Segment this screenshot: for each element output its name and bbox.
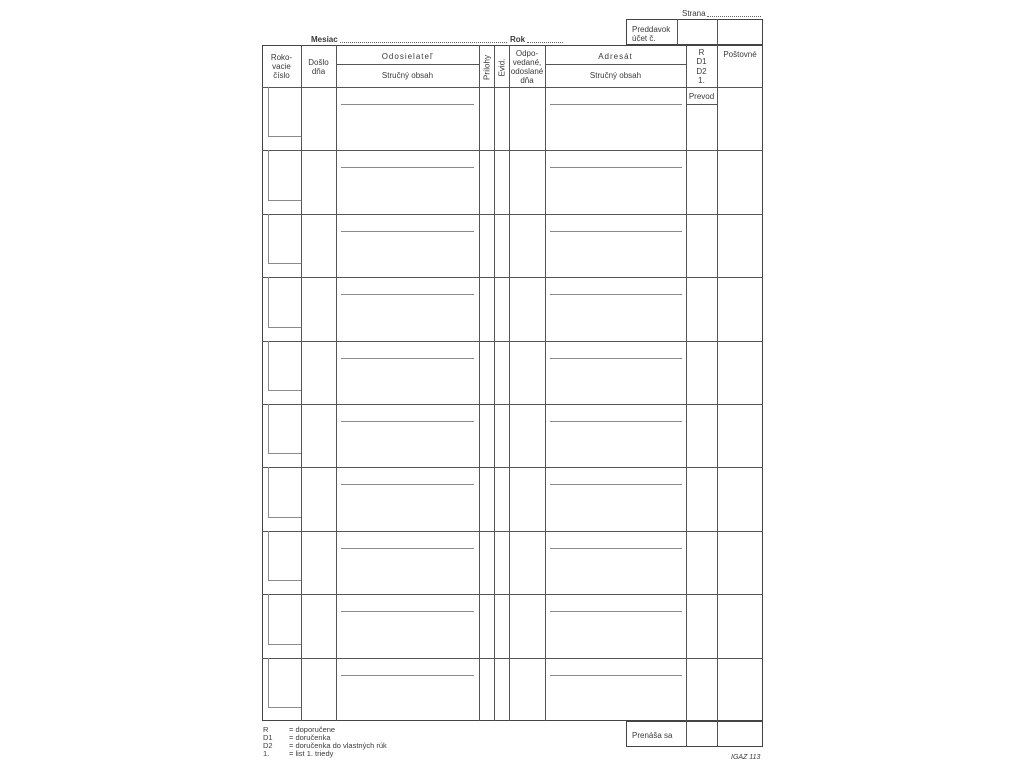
legend-item-d1: D1 = doručenka: [263, 733, 331, 742]
preddavok-label-2: účet č.: [632, 34, 656, 43]
legend-item-d2: D2 = doručenka do vlastných rúk: [263, 741, 387, 750]
prevod-label: Prevod: [688, 92, 715, 101]
prenasa-label: Prenáša sa: [632, 731, 673, 740]
legend-item-r: R = doporučene: [263, 725, 336, 734]
col-strucny-obsah-2: Stručný obsah: [589, 71, 642, 80]
col-d1: D1: [696, 57, 707, 66]
col-one: 1.: [698, 76, 705, 85]
col-doslo-l1: Došlo: [308, 58, 329, 67]
mesiac-field[interactable]: [340, 42, 507, 43]
col-evid: Evid.: [497, 58, 507, 77]
col-postovne: Poštovné: [723, 50, 757, 59]
col-r: R: [698, 48, 705, 57]
prenasa-divider-2: [717, 721, 718, 747]
rok-field[interactable]: [527, 42, 563, 43]
col-rokovacie-l2: vacie: [272, 62, 291, 71]
col-rokovacie-l1: Roko-: [270, 53, 293, 62]
col-odosielatel: Odosielateľ: [381, 52, 434, 61]
form-code: IGAZ 113: [731, 754, 761, 761]
table-row[interactable]: [262, 467, 763, 530]
col-adresat: Adresát: [598, 52, 633, 61]
table-row[interactable]: [262, 658, 763, 721]
col-prilohy: Prílohy: [482, 55, 492, 80]
table-row[interactable]: [262, 594, 763, 657]
prenasa-divider-1: [686, 721, 687, 747]
table-row[interactable]: [262, 404, 763, 467]
strana-field[interactable]: [707, 16, 761, 17]
odosielatel-subline: [336, 64, 479, 65]
col-odpo-l1: Odpo-: [515, 49, 539, 58]
table-row[interactable]: [262, 277, 763, 340]
preddavok-divider-1: [677, 19, 678, 45]
preddavok-label-1: Preddavok: [632, 25, 671, 34]
table-row[interactable]: [262, 341, 763, 404]
rok-label: Rok: [510, 35, 526, 44]
adresat-subline: [545, 64, 686, 65]
mesiac-label: Mesiac: [311, 35, 338, 44]
table-row[interactable]: [262, 531, 763, 594]
col-d2: D2: [696, 67, 707, 76]
col-odpo-l2: vedané,: [512, 58, 542, 67]
col-odpo-l4: dňa: [520, 76, 534, 85]
table-row[interactable]: [262, 150, 763, 213]
col-odpo-l3: odoslané: [510, 67, 544, 76]
col-rokovacie-l3: číslo: [273, 71, 290, 80]
preddavok-divider-2: [717, 19, 718, 45]
table-row[interactable]: [262, 87, 763, 150]
legend-item-one: 1. = list 1. triedy: [263, 749, 334, 758]
table-row[interactable]: [262, 214, 763, 277]
col-strucny-obsah-1: Stručný obsah: [381, 71, 434, 80]
strana-label: Strana: [682, 9, 706, 18]
col-doslo-l2: dňa: [311, 67, 326, 76]
